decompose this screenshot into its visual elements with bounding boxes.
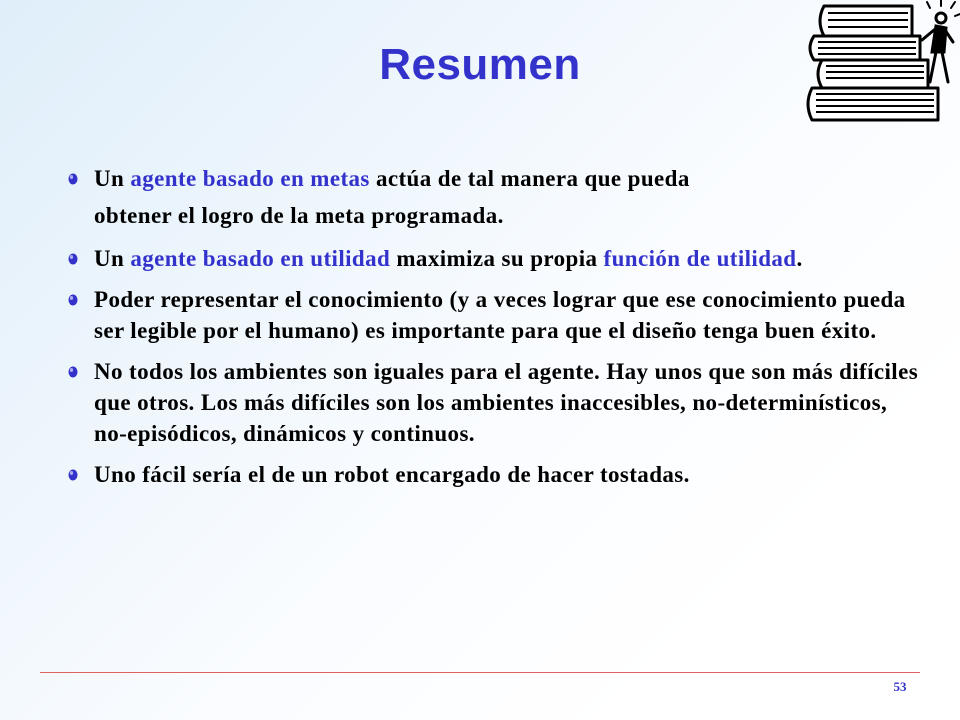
bullet-item xyxy=(62,163,922,231)
bullet-list xyxy=(62,163,922,490)
bullet-icon xyxy=(66,252,80,266)
bullet-icon xyxy=(66,293,80,307)
bullet-icon xyxy=(66,172,80,186)
bullet-text-line2: obtener el logro de la meta programada. xyxy=(94,203,504,228)
bullet-text: Uno fácil sería el de un robot encargado de hacer tostadas. xyxy=(94,462,690,487)
bullet-text: No todos los ambientes son iguales para el agente. Hay unos que son más difíciles que otros. Los más difíciles son los ambientes inaccesibles, no-determinísticos, no-episódicos, dinámicos y continuos. xyxy=(94,359,919,446)
bullet-text: actúa de tal manera que pueda xyxy=(369,166,690,191)
bullet-text: Poder representar el conocimiento (y a veces lograr que ese conocimiento pueda ser legible por el humano) es importante para que el diseño tenga buen éxito. xyxy=(94,287,906,343)
bullet-item xyxy=(62,284,922,346)
bullet-highlight: agente basado en utilidad xyxy=(130,246,391,271)
page-number: 53 xyxy=(893,679,907,694)
bullet-item xyxy=(62,356,922,449)
bullet-text: Un xyxy=(94,246,131,271)
bullet-text: Un xyxy=(94,166,131,191)
bullet-text: maximiza su propia xyxy=(390,246,604,271)
footer-divider xyxy=(40,672,920,673)
bullet-highlight: función de utilidad xyxy=(603,246,797,271)
bullet-item xyxy=(62,459,922,490)
bullet-icon xyxy=(66,468,80,482)
bullet-icon xyxy=(66,365,80,379)
slide-title: Resumen xyxy=(379,40,581,89)
bullet-highlight: agente basado en metas xyxy=(130,166,370,191)
bullet-text: . xyxy=(796,246,803,271)
bullet-item xyxy=(62,243,922,274)
